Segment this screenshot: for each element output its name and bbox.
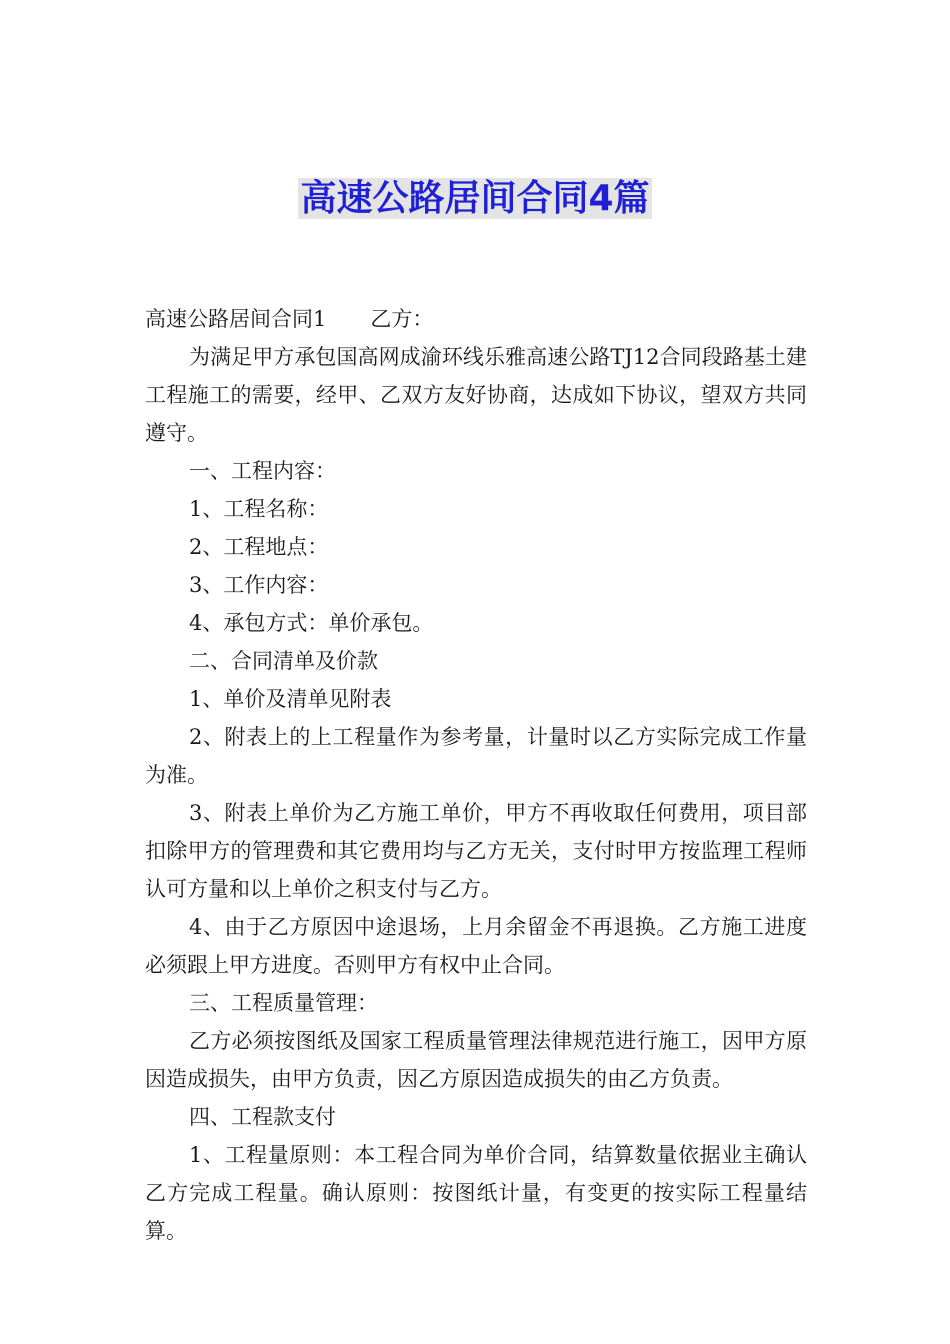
paragraph-intro: 为满足甲方承包国高网成渝环线乐雅高速公路TJ12合同段路基土建工程施工的需要，经甲、乙双方友好协商，达成如下协议，望双方共同遵守。 <box>145 345 807 445</box>
list-item: 3、附表上单价为乙方施工单价，甲方不再收取任何费用，项目部扣除甲方的管理费和其它费用均与乙方无关，支付时甲方按监理工程师认可方量和以上单价之积支付与乙方。 <box>145 801 807 901</box>
document-title-text: 高速公路居间合同4篇 <box>300 178 650 219</box>
document-body <box>145 300 807 1250</box>
paragraph-quality: 乙方必须按图纸及国家工程质量管理法律规范进行施工，因甲方原因造成损失，由甲方负责，因乙方原因造成损失的由乙方负责。 <box>145 1029 807 1091</box>
section-heading-4: 四、工程款支付 <box>189 1105 336 1129</box>
section-heading-3: 三、工程质量管理： <box>189 991 378 1015</box>
section-heading-1: 一、工程内容： <box>189 459 336 483</box>
list-item: 1、单价及清单见附表 <box>189 687 392 711</box>
list-item: 4、由于乙方原因中途退场，上月余留金不再退换。乙方施工进度必须跟上甲方进度。否则甲方有权中止合同。 <box>145 915 807 977</box>
list-item: 1、工程名称： <box>189 497 329 521</box>
party-b-label: 乙方： <box>370 307 434 331</box>
list-item: 1、工程量原则：本工程合同为单价合同，结算数量依据业主确认乙方完成工程量。确认原则：按图纸计量，有变更的按实际工程量结算。 <box>145 1143 807 1243</box>
list-item: 3、工作内容： <box>189 573 329 597</box>
list-item: 2、附表上的上工程量作为参考量，计量时以乙方实际完成工作量为准。 <box>145 725 807 787</box>
list-item: 2、工程地点： <box>189 535 329 559</box>
contract-subtitle: 高速公路居间合同1 <box>145 307 327 331</box>
list-item: 4、承包方式：单价承包。 <box>189 611 434 635</box>
document-title <box>0 172 950 226</box>
contract-heading-line <box>145 300 807 338</box>
section-heading-2: 二、合同清单及价款 <box>189 649 378 673</box>
